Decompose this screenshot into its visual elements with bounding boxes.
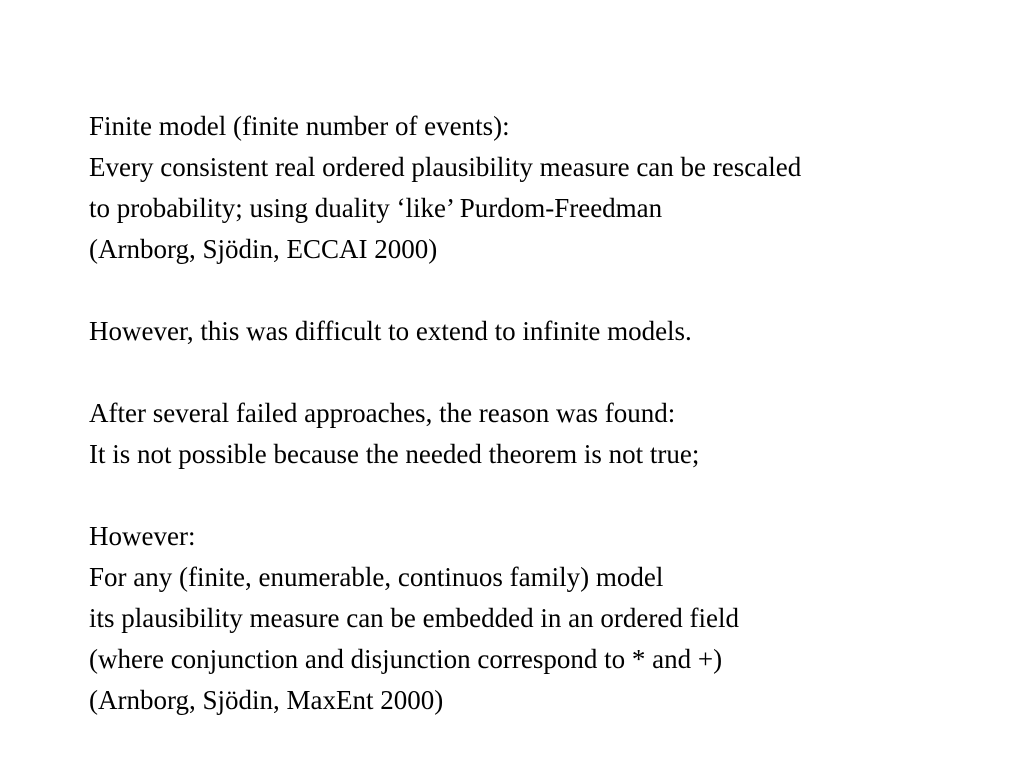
paragraph-failed-approaches [89, 393, 1014, 475]
text-line: For any (finite, enumerable, continuos family) model [89, 562, 664, 592]
text-line: to probability; using duality ‘like’ Purdom-Freedman [89, 193, 663, 223]
paragraph-spacer [89, 475, 1014, 516]
text-line: its plausibility measure can be embedded in an ordered field [89, 603, 740, 633]
text-line: (Arnborg, Sjödin, ECCAI 2000) [89, 234, 438, 264]
text-line: However, this was difficult to extend to infinite models. [89, 316, 692, 346]
paragraph-infinite-models [89, 311, 1014, 352]
text-line: Finite model (finite number of events): [89, 111, 510, 141]
text-line: However: [89, 521, 196, 551]
paragraph-spacer [89, 270, 1014, 311]
text-line: It is not possible because the needed theorem is not true; [89, 439, 700, 469]
paragraph-spacer [89, 352, 1014, 393]
text-line: After several failed approaches, the reason was found: [89, 398, 676, 428]
text-line: Every consistent real ordered plausibility measure can be rescaled [89, 152, 802, 182]
slide-body-text [89, 106, 1014, 721]
paragraph-finite-model [89, 106, 1014, 270]
text-line: (Arnborg, Sjödin, MaxEnt 2000) [89, 685, 444, 715]
paragraph-ordered-field [89, 516, 1014, 721]
text-line: (where conjunction and disjunction correspond to * and +) [89, 644, 723, 674]
